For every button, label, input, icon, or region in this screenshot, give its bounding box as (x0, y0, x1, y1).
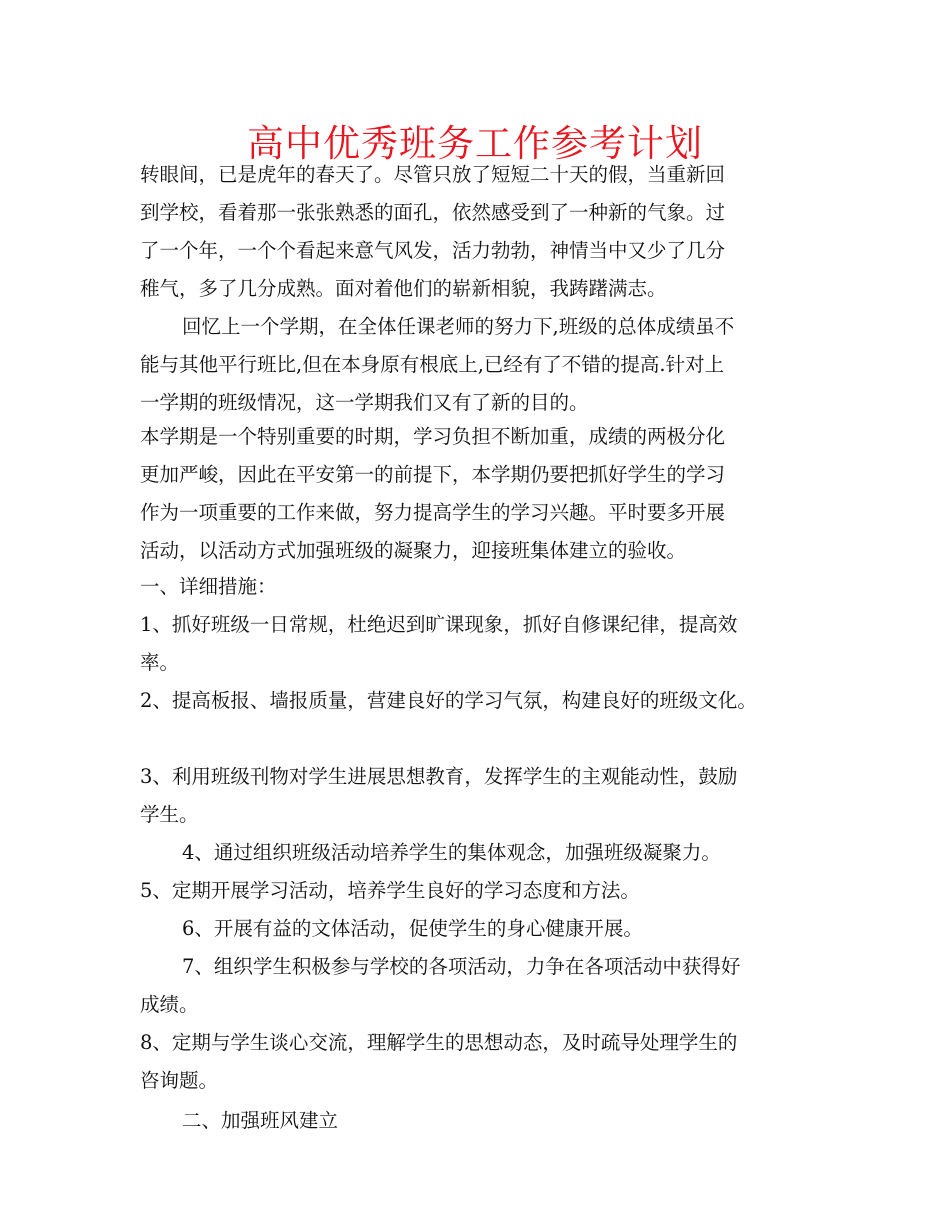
paragraph-line: 活动，以活动方式加强班级的凝聚力，迎接班集体建立的验收。 (140, 539, 687, 562)
paragraph-line: 了一个年，一个个看起来意气风发，活力勃勃，神情当中又少了几分 (140, 239, 726, 262)
paragraph-line: 回忆上一个学期，在全体任课老师的努力下,班级的总体成绩虽不 (182, 315, 735, 338)
list-item-continuation: 率。 (140, 651, 180, 674)
list-item: 1、抓好班级一日常规，杜绝迟到旷课现象，抓好自修课纪律，提高效 (140, 613, 738, 636)
list-item-continuation: 咨询题。 (140, 1069, 219, 1092)
list-item-continuation: 成绩。 (140, 993, 199, 1016)
list-item: 5、定期开展学习活动，培养学生良好的学习态度和方法。 (140, 879, 640, 902)
paragraph-line: 能与其他平行班比,但在本身原有根底上,已经有了不错的提高.针对上 (140, 353, 725, 376)
paragraph-line: 更加严峻，因此在平安第一的前提下，本学期仍要把抓好学生的学习 (140, 463, 726, 486)
paragraph-line: 本学期是一个特别重要的时期，学习负担不断加重，成绩的两极分化 (140, 425, 726, 448)
list-item: 4、通过组织班级活动培养学生的集体观念，加强班级凝聚力。 (182, 841, 721, 864)
paragraph-line: 稚气，多了几分成熟。面对着他们的崭新相貌，我踌躇满志。 (140, 277, 667, 300)
list-item: 7、组织学生积极参与学校的各项活动，力争在各项活动中获得好 (182, 955, 741, 978)
paragraph-line: 转眼间，已是虎年的春天了。尽管只放了短短二十天的假，当重新回 (140, 163, 726, 186)
list-item-continuation: 学生。 (140, 803, 199, 826)
list-item: 3、利用班级刊物对学生进展思想教育，发挥学生的主观能动性，鼓励 (140, 765, 738, 788)
section-heading: 二、加强班风建立 (182, 1109, 339, 1132)
document-title: 高中优秀班务工作参考计划 (247, 122, 703, 165)
section-heading: 一、详细措施： (140, 575, 277, 598)
list-item: 2、提高板报、墙报质量，营建良好的学习气氛，构建良好的班级文化。 (140, 689, 757, 712)
paragraph-line: 到学校，看着那一张张熟悉的面孔，依然感受到了一种新的气象。过 (140, 201, 726, 224)
paragraph-line: 作为一项重要的工作来做，努力提高学生的学习兴趣。平时要多开展 (140, 501, 726, 524)
list-item: 8、定期与学生谈心交流，理解学生的思想动态，及时疏导处理学生的 (140, 1031, 738, 1054)
paragraph-line: 一学期的班级情况，这一学期我们又有了新的目的。 (140, 391, 589, 414)
list-item: 6、开展有益的文体活动，促使学生的身心健康开展。 (182, 917, 643, 940)
